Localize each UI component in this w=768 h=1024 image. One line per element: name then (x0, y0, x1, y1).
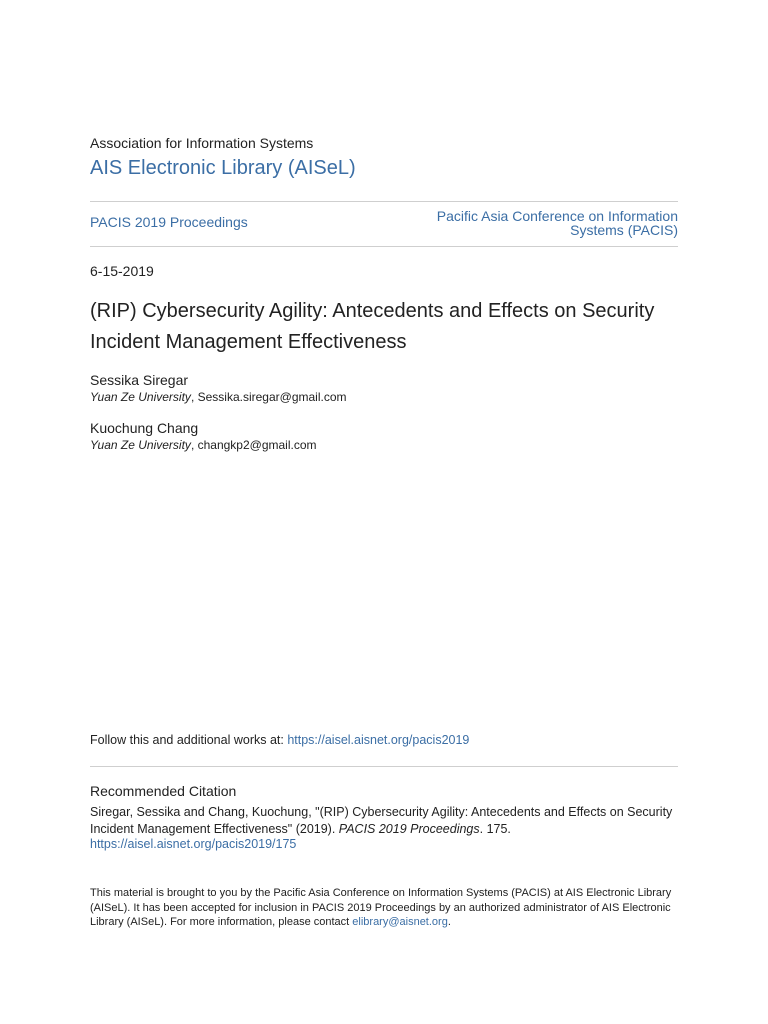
follow-label: Follow this and additional works at: (90, 733, 288, 747)
divider (90, 201, 678, 202)
citation-text (90, 804, 678, 837)
author-email: , Sessika.siregar@gmail.com (190, 390, 347, 404)
author-affiliation-line (90, 389, 347, 405)
publication-date: 6-15-2019 (90, 263, 154, 279)
follow-link[interactable]: https://aisel.aisnet.org/pacis2019 (287, 733, 470, 747)
divider (90, 766, 678, 767)
divider (90, 246, 678, 247)
author-name: Sessika Siregar (90, 372, 189, 388)
conference-link[interactable]: Pacific Asia Conference on Information Systems (PACIS) (436, 208, 678, 238)
proceedings-link[interactable]: PACIS 2019 Proceedings (90, 214, 248, 230)
library-link[interactable]: AIS Electronic Library (AISeL) (90, 157, 356, 179)
association-name: Association for Information Systems (90, 135, 314, 151)
footer-text: This material is brought to you by the Pacific Asia Conference on Information Systems (PACIS) at AIS Electronic Library (AISeL). It has been accepted for inclusion in PACIS 2019 Proceedings by an authorized administrator of AIS Electronic Library (AISeL). For more information, please contact (90, 887, 672, 928)
author-block (90, 420, 317, 453)
citation-heading: Recommended Citation (90, 783, 237, 799)
citation-url-line (90, 837, 296, 851)
paper-title: (RIP) Cybersecurity Agility: Antecedents and Effects on Security Incident Management Effectiveness (90, 300, 655, 353)
author-affiliation: Yuan Ze University (90, 438, 191, 452)
citation-number: . 175. (479, 821, 511, 836)
citation-link[interactable]: https://aisel.aisnet.org/pacis2019/175 (90, 837, 297, 851)
citation-authors-title: Siregar, Sessika and Chang, Kuochung, "(RIP) Cybersecurity Agility: Antecedents and Effects on Security Incident Management Effectiveness" (2019). (90, 805, 673, 836)
author-block (90, 372, 347, 405)
follow-line (90, 733, 469, 747)
footer-notice (90, 886, 678, 930)
footer-end: . (447, 916, 451, 928)
author-affiliation: Yuan Ze University (90, 390, 191, 404)
contact-email-link[interactable]: elibrary@aisnet.org (352, 916, 448, 928)
author-name: Kuochung Chang (90, 420, 199, 436)
citation-journal: PACIS 2019 Proceedings (338, 821, 480, 836)
author-affiliation-line (90, 437, 317, 453)
author-email: , changkp2@gmail.com (190, 438, 317, 452)
